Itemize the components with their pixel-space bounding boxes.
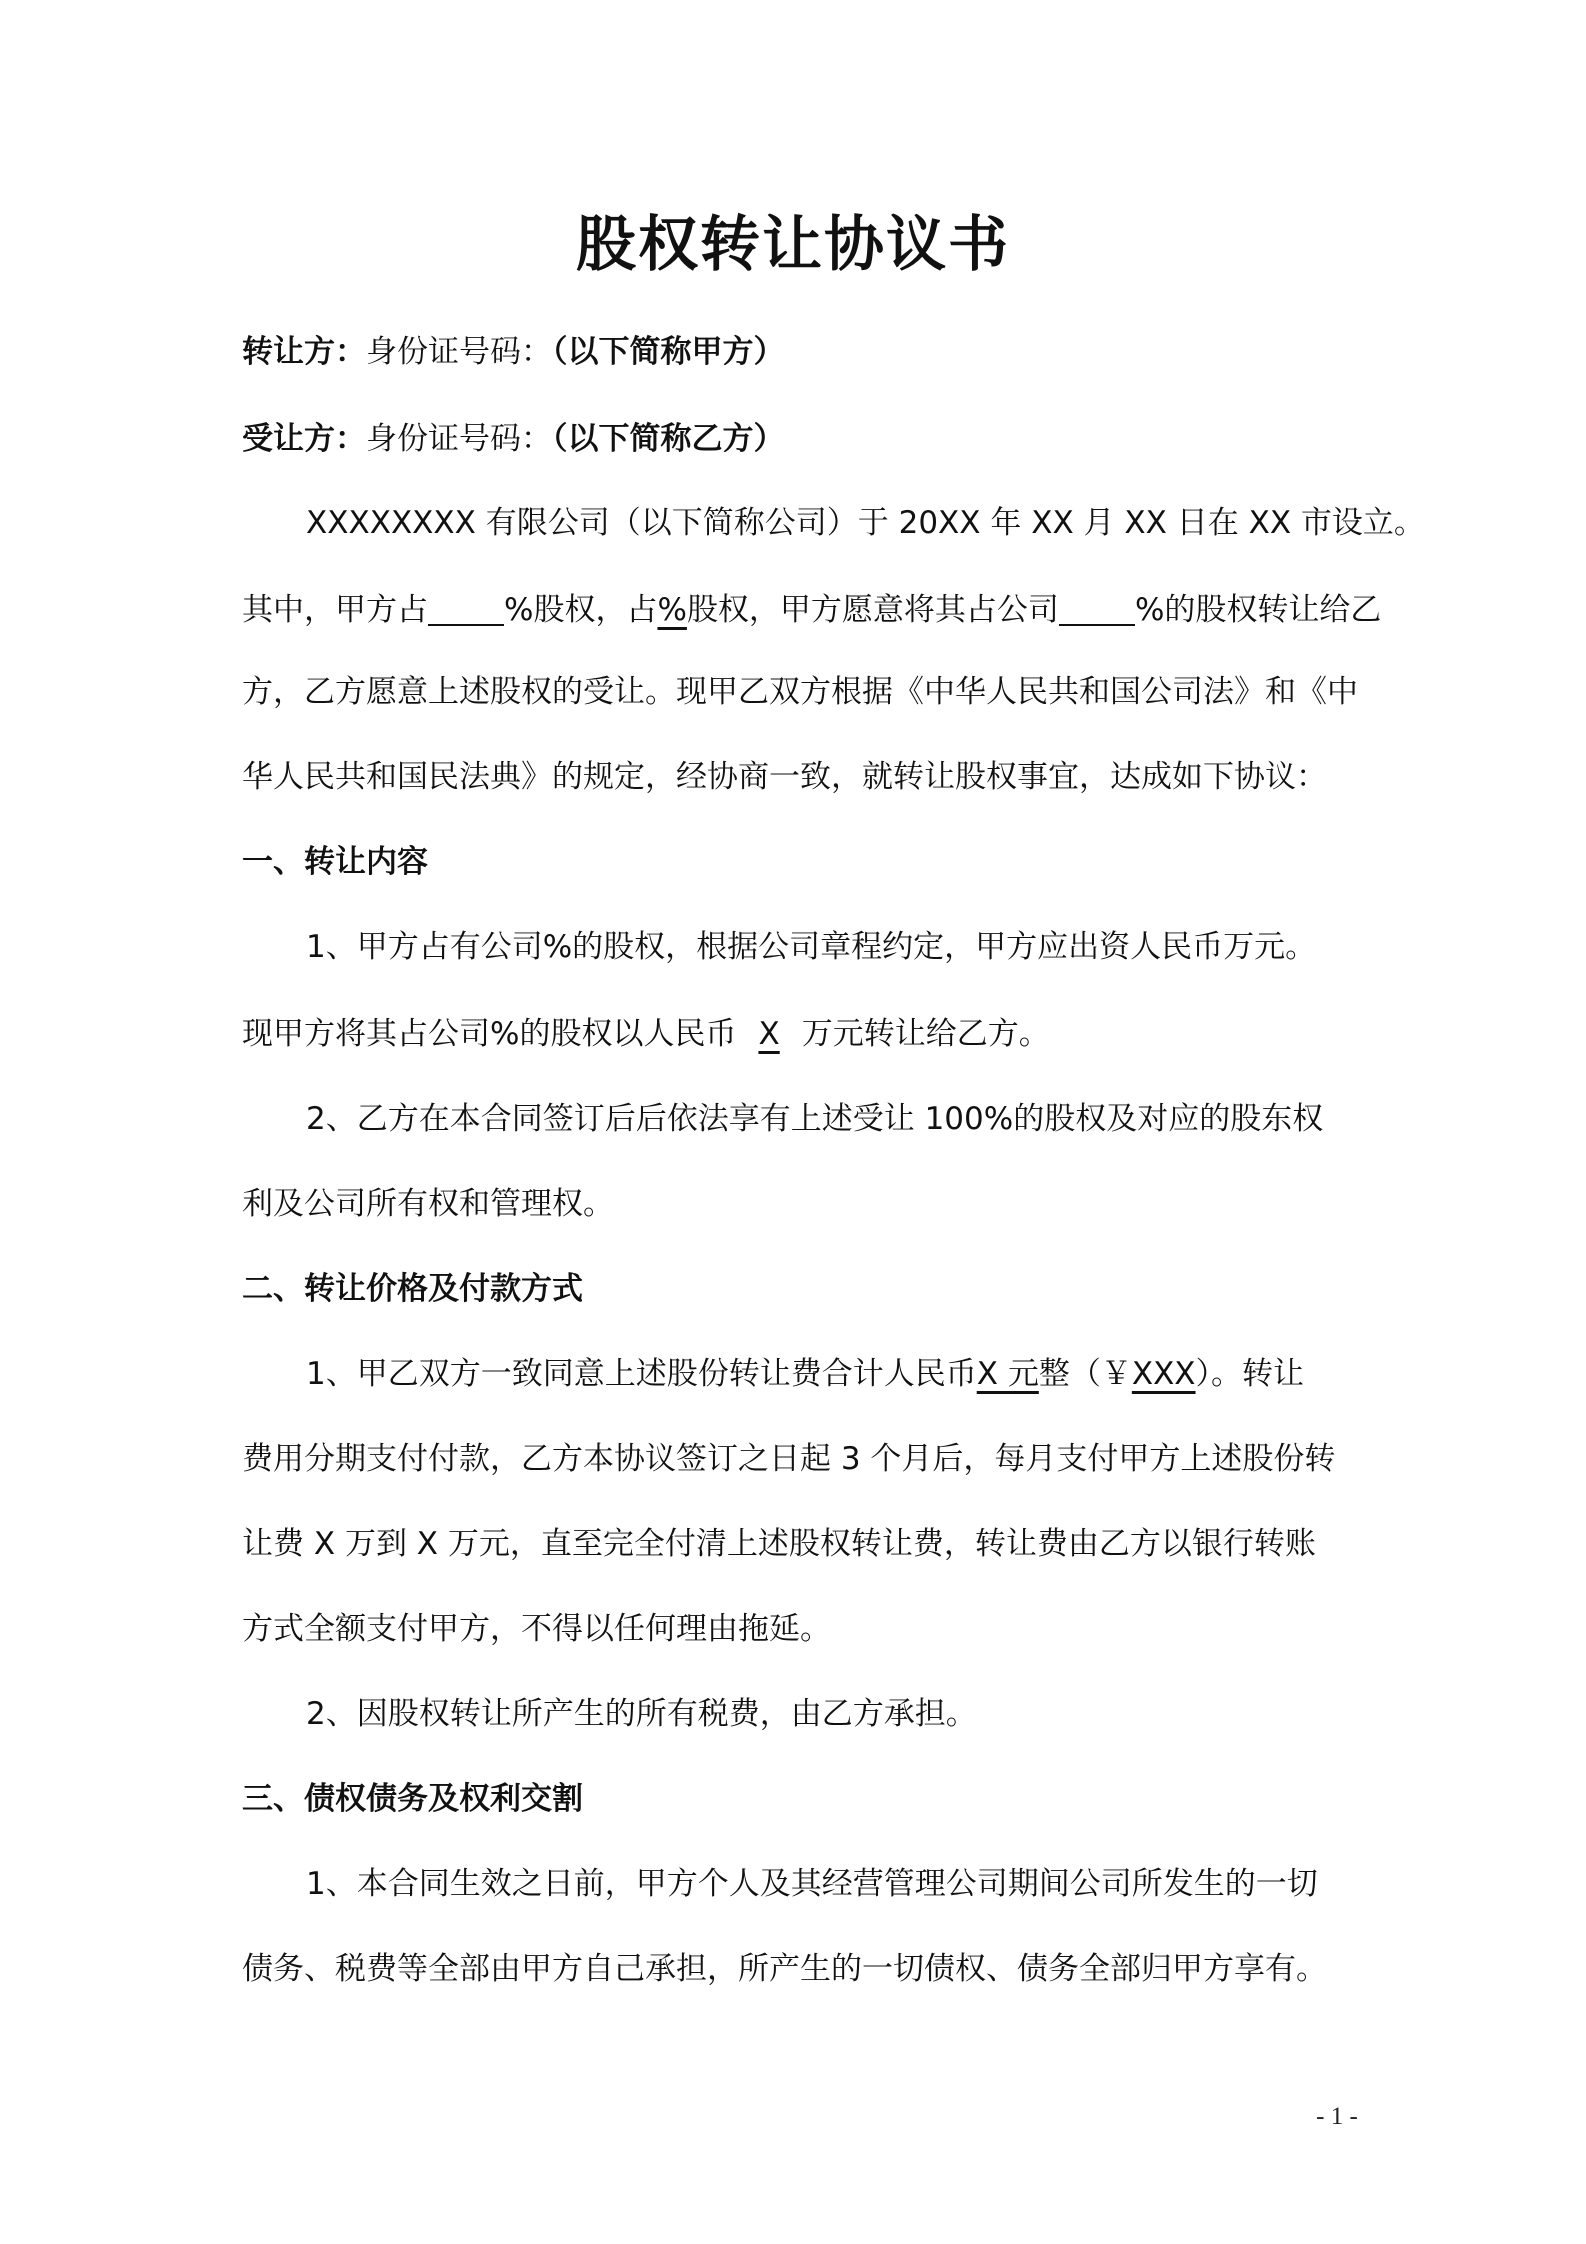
section-2-item-1-line-1 — [306, 1352, 1352, 1396]
transfer-amount: X — [758, 1016, 780, 1052]
transferee-id-label: 身份证号码： — [366, 421, 552, 457]
section-2-item-1-line-1-part-2: 整（￥ — [1038, 1356, 1132, 1392]
section-2-item-1-line-1-part-1: 1、甲乙双方一致同意上述股份转让费合计人民币 — [306, 1356, 977, 1392]
transferee-label: 受让方： — [242, 421, 366, 457]
preamble-line-2-part-1: 其中，甲方占 — [242, 592, 428, 628]
blank-underline — [428, 590, 504, 626]
preamble-line-2-part-2: %股权，占 — [504, 592, 658, 628]
section-2-heading: 二、转让价格及付款方式 — [242, 1271, 583, 1307]
section-3-heading: 三、债权债务及权利交割 — [242, 1781, 583, 1817]
blank-underline — [1059, 590, 1135, 626]
transferee-line — [242, 417, 1352, 461]
section-1-heading: 一、转让内容 — [242, 844, 428, 880]
page-number: - 1 - — [1316, 2103, 1358, 2130]
preamble-line-4: 华人民共和国民法典》的规定，经协商一致，就转让股权事宜，达成如下协议： — [242, 759, 1327, 795]
transferor-label: 转让方： — [242, 334, 366, 370]
section-2-item-1-line-1-part-3: ）。转让 — [1195, 1356, 1305, 1392]
price-number: XXX — [1131, 1356, 1196, 1392]
section-3-item-1-line-2: 债务、税费等全部由甲方自己承担，所产生的一切债权、债务全部归甲方享有。 — [242, 1951, 1327, 1987]
transferor-id-label: 身份证号码： — [366, 334, 552, 370]
section-1-item-2-line-2: 利及公司所有权和管理权。 — [242, 1186, 614, 1222]
transferor-short-name: （以下简称甲方） — [552, 334, 785, 370]
preamble-line-2-part-4: 股权，甲方愿意将其占公司 — [686, 592, 1059, 628]
section-2-item-1-line-3: 让费 X 万到 X 万元，直至完全付清上述股权转让费，转让费由乙方以银行转账 — [242, 1526, 1316, 1562]
document-title: 股权转让协议书 — [576, 210, 1010, 280]
section-2-item-1-line-4: 方式全额支付甲方，不得以任何理由拖延。 — [242, 1611, 831, 1647]
transferee-short-name: （以下简称乙方） — [552, 421, 785, 457]
preamble-line-1: XXXXXXXX 有限公司（以下简称公司）于 20XX 年 XX 月 XX 日在 XX 市设立。 — [306, 505, 1425, 541]
section-1-item-1-line-2-part-2: 万元转让给乙方。 — [801, 1016, 1050, 1052]
preamble-line-3: 方，乙方愿意上述股权的受让。现甲乙双方根据《中华人民共和国公司法》和《中 — [242, 674, 1358, 710]
section-1-item-1-line-2-part-1: 现甲方将其占公司%的股权以人民币 — [242, 1016, 737, 1052]
transferor-line — [242, 330, 1352, 374]
section-1-item-2-line-1: 2、乙方在本合同签订后后依法享有上述受让 100%的股权及对应的股东权 — [306, 1101, 1324, 1137]
preamble-line-2-part-5: %的股权转让给乙 — [1134, 592, 1382, 628]
section-2-item-1-line-2: 费用分期支付付款，乙方本协议签订之日起 3 个月后，每月支付甲方上述股份转 — [242, 1441, 1336, 1477]
price-amount: X 元 — [976, 1356, 1039, 1392]
underlined-percent: % — [657, 592, 687, 628]
section-1-item-1-line-2 — [242, 1012, 1352, 1056]
section-1-item-1-line-1: 1、甲方占有公司%的股权，根据公司章程约定，甲方应出资人民币万元。 — [306, 929, 1317, 965]
section-2-item-2-line-1: 2、因股权转让所产生的所有税费，由乙方承担。 — [306, 1696, 977, 1732]
preamble-line-2 — [242, 588, 1382, 632]
section-3-item-1-line-1: 1、本合同生效之日前，甲方个人及其经营管理公司期间公司所发生的一切 — [306, 1866, 1318, 1902]
